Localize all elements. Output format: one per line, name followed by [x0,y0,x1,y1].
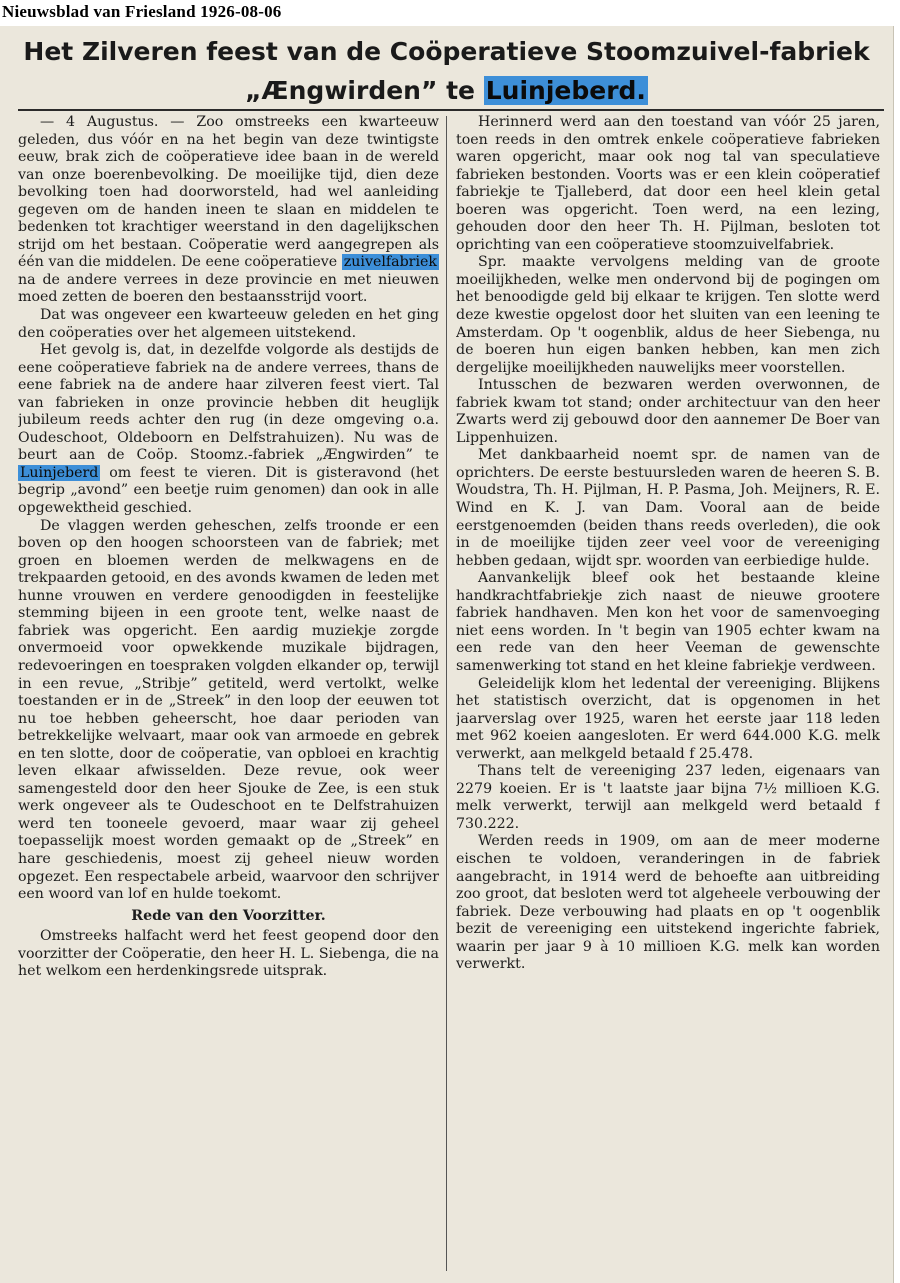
headline-line-2 [8,76,885,106]
headline-line-2-text: „Ængwirden” te [245,76,484,105]
paragraph: Werden reeds in 1909, om aan de meer moderne eischen te voldoen, veranderingen in de fabriek aangebracht, in 1914 werd de behoefte aan uitbreiding zoo groot, dat besloten werd tot algeheele verbouwing der fabriek. Deze verbouwing had plaats en op 't oogenblik bezit de vereeniging een uitstekend ingerichte fabriek, waarin per jaar 9 à 10 millioen K.G. melk kan worden verwerkt. [456,833,880,973]
article-column-right [456,114,880,1276]
header-rule [18,109,884,111]
paragraph [18,342,439,517]
text-span: Het gevolg is, dat, in dezelfde volgorde als destijds de eene coöperatieve fabriek na de andere verrees, thans de eene fabriek na de andere haar zilveren feest viert. Tal van fabrieken in onze provincie hebben dit heuglijk jubileum reeds achter den rug (in deze omgeving o.a. Oudeschoot, Oldeboorn en Delfstrahuizen). Nu was de beurt aan de Coöp. Stoomz.-fabriek „Ængwirden” te [18,342,439,464]
paragraph: Met dankbaarheid noemt spr. de namen van de oprichters. De eerste bestuursleden waren de heeren S. B. Woudstra, Th. H. Pijlman, H. P. Pasma, Joh. Meijners, R. E. Wind en K. J. van Dam. Vooral aan de beide eerstgenoemden (beiden thans reeds overleden), die ook in de moeilijke tijden zeer veel voor de vereeniging hebben gedaan, wijdt spr. woorden van eerbiedige hulde. [456,447,880,569]
paragraph: Thans telt de vereeniging 237 leden, eigenaars van 2279 koeien. Er is 't laatste jaar bijna 7½ millioen K.G. melk verwerkt, terwijl aan melkgeld werd betaald f 730.222. [456,763,880,832]
paragraph: Dat was ongeveer een kwarteeuw geleden en het ging den coöperaties over het algemeen uitstekend. [18,307,439,341]
column-divider [446,116,447,1271]
newspaper-clipping [0,26,894,1283]
paragraph: Geleidelijk klom het ledental der vereeniging. Blijkens het statistisch overzicht, dat is opgenomen in het jaarverslag over 1925, waren het eerste jaar 118 leden met 962 koeien aangesloten. Er werd 644.000 K.G. melk verwerkt, aan melkgeld betaald f 25.478. [456,675,880,762]
article-column-left [18,114,439,1276]
text-span: na de andere verrees in deze provincie en met nieuwen moed zetten de boeren den bestaansstrijd voort. [18,271,439,306]
paragraph: Herinnerd werd aan den toestand van vóór 25 jaren, toen reeds in den omtrek enkele coöperatieve fabrieken waren opgericht, maar ook nog tal van speculatieve fabrieken bestonden. Voorts was er een klein coöperatief fabriekje te Tjalleberd, dat door een heel klein getal boeren was opgericht. Toen werd, na een lezing, gehouden door den heer Th. H. Pijlman, besloten tot oprichting van een coöperatieve stoomzuivelfabriek. [456,114,880,253]
highlighted-term: zuivelfabriek [343,254,437,271]
text-span: — 4 Augustus. — Zoo omstreeks een kwarteeuw geleden, dus vóór en na het begin van deze twintigste eeuw, brak zich de coöperatieve idee baan in de wereld van onze boerenbevolking. De moeilijke tijd, dien deze bevolking toen had doorworsteld, had wel aanleiding gegeven om de handen ineen te slaan en middelen te bedenken tot krachtiger weerstand in den dagelijkschen strijd om het bestaan. Coöperatie werd aangegrepen als één van die middelen. De eene coöperatieve [18,114,439,271]
newspaper-source-date: Nieuwsblad van Friesland 1926-08-06 [2,2,282,21]
highlighted-term: Luinjeberd [20,464,99,481]
section-subheading: Rede van den Voorzitter. [131,907,326,924]
paragraph: Intusschen de bezwaren werden overwonnen, de fabriek kwam tot stand; onder architectuur van den heer Zwarts werd zij gebouwd door den aannemer De Boer van Lippenhuizen. [456,377,880,446]
paragraph: Aanvankelijk bleef ook het bestaande kleine handkrachtfabriekje zich naast de nieuwe grootere fabriek handhaven. Men kon het voor de samenvoeging niet eens worden. In 't begin van 1905 echter kwam na een rede van den heer Veeman de gewenschte samenwerking tot stand en het kleine fabriekje verdween. [456,570,880,674]
headline-line-1: Het Zilveren feest van de Coöperatieve Stoomzuivel-fabriek [23,37,870,66]
text-span: om feest te vieren. Dit is gisteravond (het begrip „avond” een beetje ruim genomen) dan ook in alle opgewektheid geschied. [18,464,439,517]
paragraph: De vlaggen werden geheschen, zelfs troonde er een boven op den hoogen schoorsteen van de fabriek; met groen en bloemen werden de melkwagens en de trekpaarden getooid, en des avonds kwamen de leden met hunne vrouwen en verdere genoodigden in feestelijke stemming bijeen in een groote tent, welke naast de fabriek was opgericht. Een aardig muziekje zorgde onvermoeid voor opwekkende muzikale bijdragen, redevoeringen en toespraken volgden elkander op, terwijl in een revue, „Stribje” getiteld, werd vertolkt, welke toestanden er in de „Streek” in den loop der eeuwen tot nu toe hebben geheerscht, hoe daar perioden van betrekkelijke welvaart, maar ook van armoede en gebrek en ten slotte, door de coöperatie, van opbloei en krachtig leven elkaar afwisselden. Deze revue, ook weer samengesteld door den heer Sjouke de Zee, is een stuk werk ongeveer als te Oudeschoot en te Delfstrahuizen werd ten tooneele gevoerd, maar waar zij geheel toepasselijk moest worden gemaakt op de „Streek” en hare geschiedenis, moest zij geheel nieuw worden opgezet. Een respectabele arbeid, waarvoor den schrijver een woord van lof en hulde toekomt. [18,517,439,903]
paragraph [18,114,439,307]
paragraph: Omstreeks halfacht werd het feest geopend door den voorzitter der Coöperatie, den heer H. L. Siebenga, die na het welkom een herdenkingsrede uitsprak. [18,928,439,980]
highlighted-place-name: Luinjeberd. [485,76,646,105]
paragraph: Spr. maakte vervolgens melding van de groote moeilijkheden, welke men ondervond bij de pogingen om het benoodigde geld bij elkaar te krijgen. Ten slotte werd deze kwestie opgelost door het sluiten van een leening te Amsterdam. Op 't oogenblik, aldus de heer Siebenga, nu de boeren hun eigen banken hebben, kan men zich dergelijke moeilijkheden nauwelijks meer voorstellen. [456,254,880,376]
